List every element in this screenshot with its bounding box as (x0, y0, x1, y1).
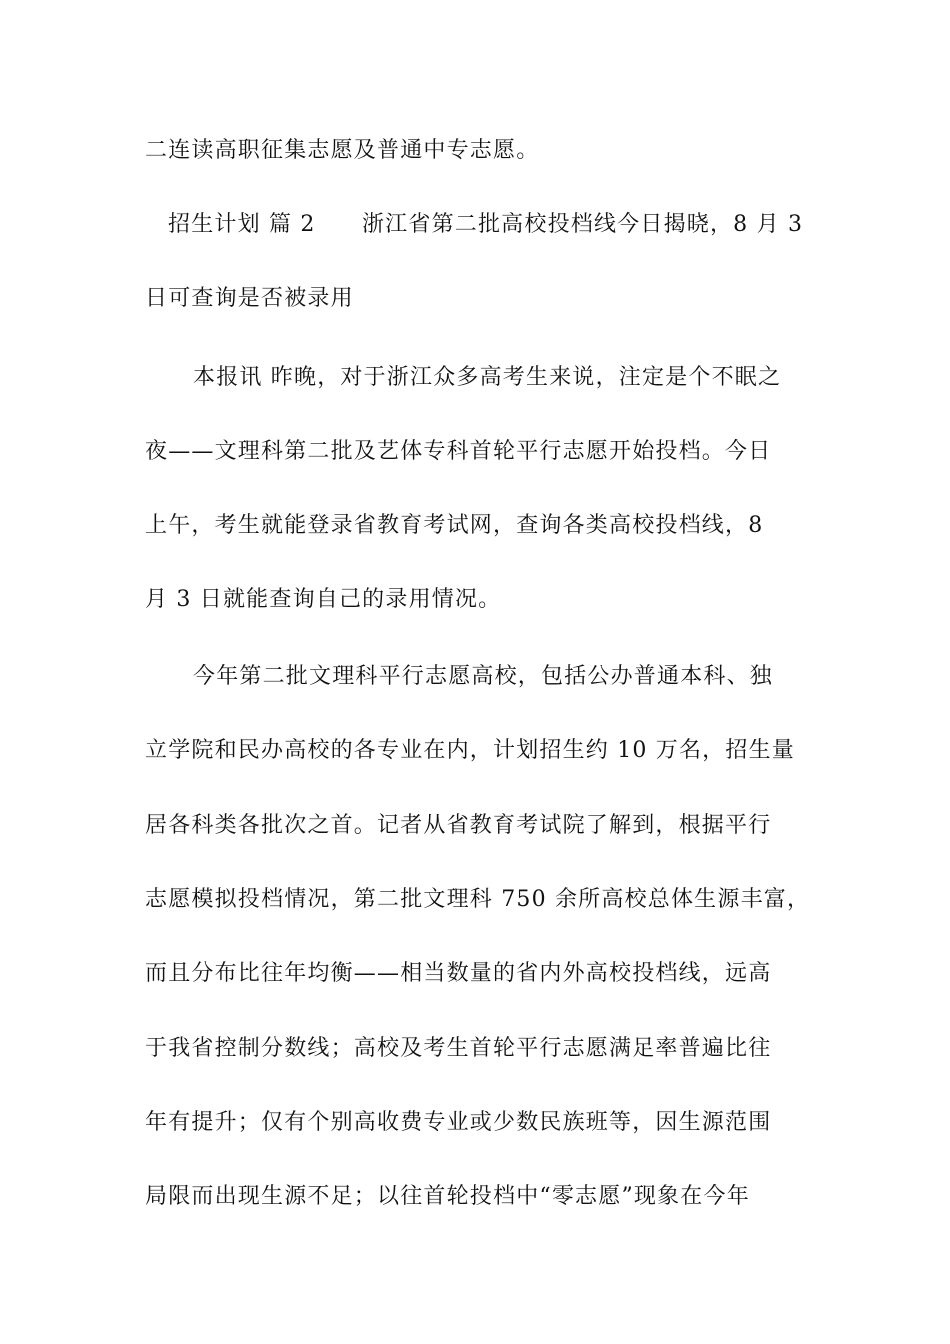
section-heading-line: 招生计划 篇 2 浙江省第二批高校投档线今日揭晓，8 月 3 (168, 212, 804, 237)
text-line: 年有提升；仅有个别高收费专业或少数民族班等，因生源范围 (145, 1110, 772, 1135)
text-line: 夜——文理科第二批及艺体专科首轮平行志愿开始投档。今日 (145, 439, 772, 464)
paragraph-first-line: 本报讯 昨晚，对于浙江众多高考生来说，注定是个不眠之 (193, 365, 782, 390)
text-line: 志愿模拟投档情况，第二批文理科 750 余所高校总体生源丰富， (145, 887, 811, 912)
text-line: 立学院和民办高校的各专业在内，计划招生约 10 万名，招生量 (145, 738, 795, 763)
text-line: 局限而出现生源不足；以往首轮投档中“零志愿”现象在今年 (145, 1184, 750, 1209)
text-line: 居各科类各批次之首。记者从省教育考试院了解到，根据平行 (145, 813, 772, 838)
text-line: 而且分布比往年均衡——相当数量的省内外高校投档线，远高 (145, 961, 772, 986)
text-line: 月 3 日就能查询自己的录用情况。 (145, 587, 502, 612)
text-line: 二连读高职征集志愿及普通中专志愿。 (145, 138, 540, 163)
text-line: 于我省控制分数线；高校及考生首轮平行志愿满足率普遍比往 (145, 1036, 772, 1061)
paragraph-first-line: 今年第二批文理科平行志愿高校，包括公办普通本科、独 (193, 664, 774, 689)
text-line: 上午，考生就能登录省教育考试网，查询各类高校投档线，8 (145, 513, 764, 538)
text-line: 日可查询是否被录用 (145, 286, 354, 311)
